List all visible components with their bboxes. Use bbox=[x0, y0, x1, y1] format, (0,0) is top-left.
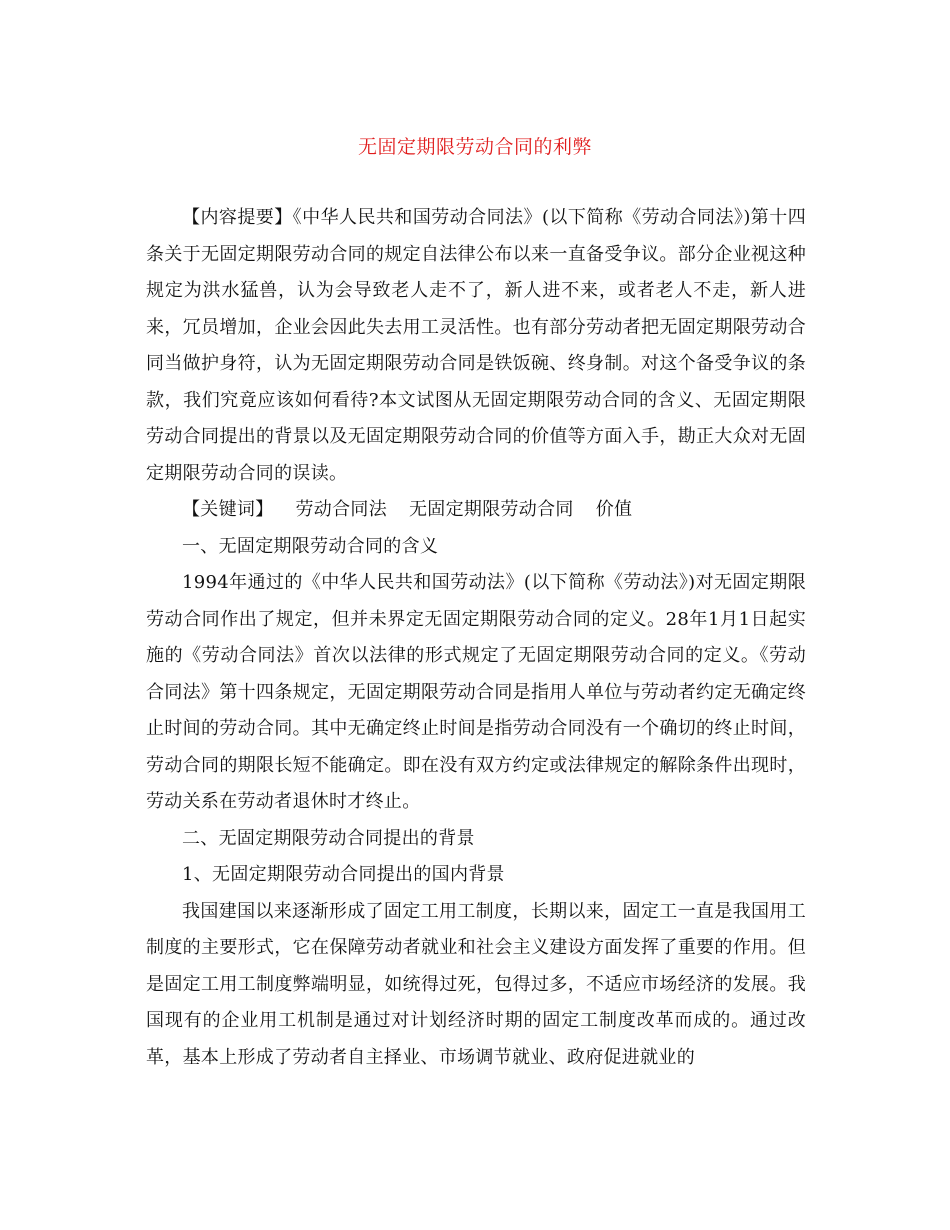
section-heading: 二、无固定期限劳动合同提出的背景 bbox=[182, 827, 475, 849]
abstract-paragraph: 【内容提要】《中华人民共和国劳动合同法》(以下简称《劳动合同法》)第十四条关于无固定期限劳动合同的规定自法律公布以来一直备受争议。部分企业视这种规定为洪水猛兽，认为会导致老人走不了，新人进不来，或者老人不走，新人进来，冗员增加，企业会因此失去用工灵活性。也有部分劳动者把无固定期限劳动合同当做护身符，认为无固定期限劳动合同是铁饭碗、终身制。对这个备受争议的条款，我们究竟应该如何看待?本文试图从无固定期限劳动合同的含义、无固定期限劳动合同提出的背景以及无固定期限劳动合同的价值等方面入手，勘正大众对无固定期限劳动合同的误读。 bbox=[146, 207, 806, 484]
body-paragraph: 我国建国以来逐渐形成了固定工用工制度，长期以来，固定工一直是我国用工制度的主要形式，它在保障劳动者就业和社会主义建设方面发挥了重要的作用。但是固定工用工制度弊端明显，如统得过死，包得过多，不适应市场经济的发展。我国现有的企业用工机制是通过对计划经济时期的固定工制度改革而成的。通过改革，基本上形成了劳动者自主择业、市场调节就业、政府促进就业的 bbox=[146, 900, 806, 1068]
body-paragraph: 1994年通过的《中华人民共和国劳动法》(以下简称《劳动法》)对无固定期限劳动合同作出了规定，但并未界定无固定期限劳动合同的定义。28年1月1日起实施的《劳动合同法》首次以法律的形式规定了无固定期限劳动合同的定义。《劳动合同法》第十四条规定，无固定期限劳动合同是指用人单位与劳动者约定无确定终止时间的劳动合同。其中无确定终止时间是指劳动合同没有一个确切的终止时间，劳动合同的期限长短不能确定。即在没有双方约定或法律规定的解除条件出现时，劳动关系在劳动者退休时才终止。 bbox=[146, 572, 806, 812]
document-body bbox=[146, 200, 806, 1076]
subsection-heading: 1、无固定期限劳动合同提出的国内背景 bbox=[182, 864, 505, 885]
keywords-label: 【关键词】 bbox=[182, 499, 274, 520]
keywords-line bbox=[146, 492, 806, 529]
keyword-item: 劳动合同法 bbox=[295, 499, 387, 520]
document-title: 无固定期限劳动合同的利弊 bbox=[357, 136, 592, 158]
keyword-item: 无固定期限劳动合同 bbox=[409, 499, 574, 520]
keyword-item: 价值 bbox=[595, 499, 633, 520]
section-heading: 一、无固定期限劳动合同的含义 bbox=[182, 535, 439, 557]
